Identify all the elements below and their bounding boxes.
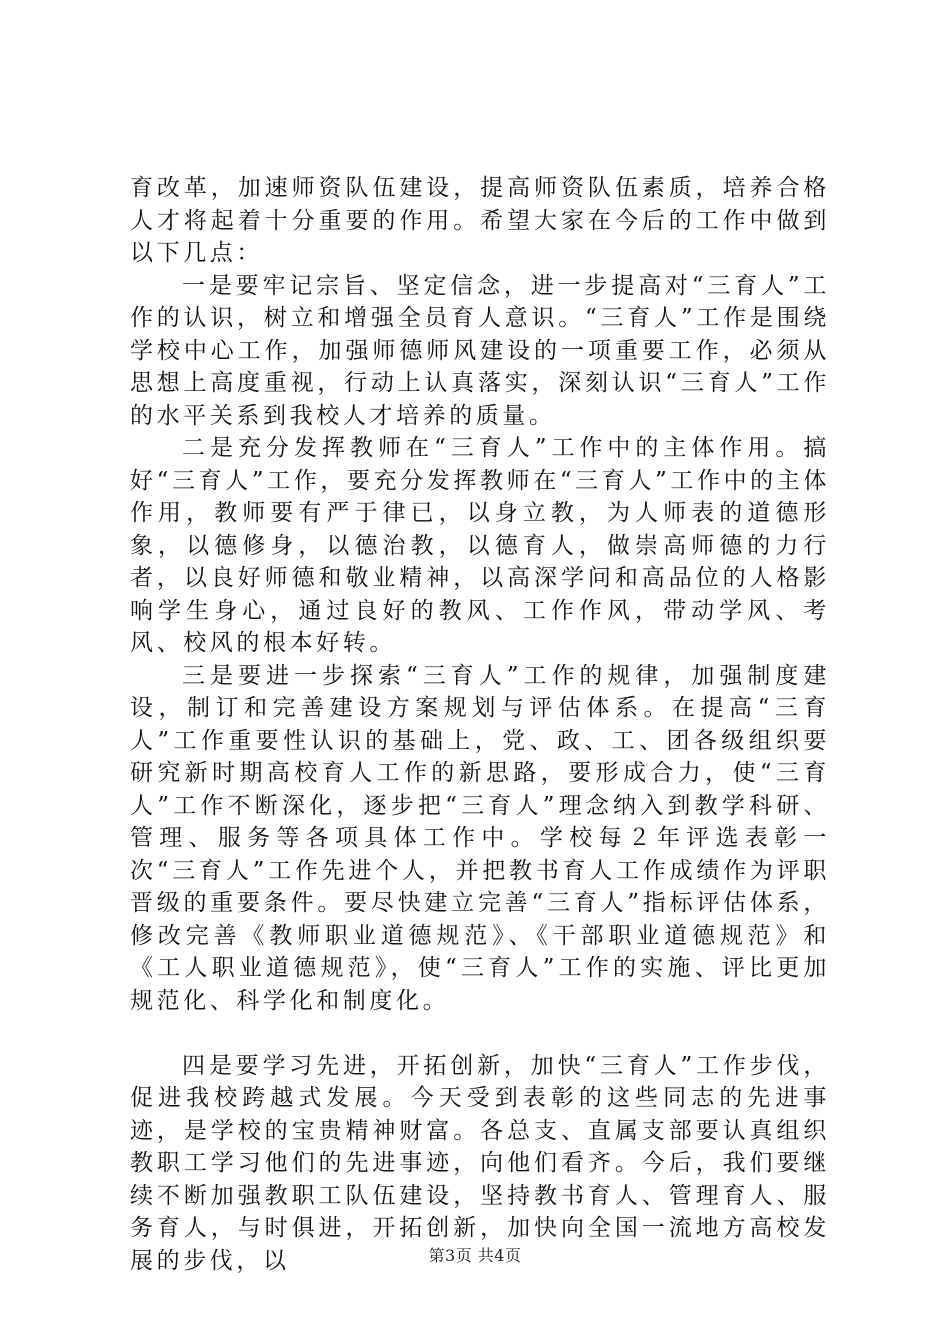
paragraph-point-two: 二是充分发挥教师在“三育人”工作中的主体作用。搞好“三育人”工作，要充分发挥教师在“三育人”工作中的主体作用，教师要有严于律已，以身立教，为人师表的道德形象，以德修身，以德治教，以德育人，做崇高师德的力行者，以良好师德和敬业精神，以高深学问和高品位的人格影响学生身心，通过良好的教风、工作作风，带动学风、考风、校风的根本好转。 [130,435,830,656]
paragraph-point-one: 一是要牢记宗旨、坚定信念，进一步提高对“三育人”工作的认识，树立和增强全员育人意识。“三育人”工作是围绕学校中心工作，加强师德师风建设的一项重要工作，必须从思想上高度重视，行动上认真落实，深刻认识“三育人”工作的水平关系到我校人才培养的质量。 [130,272,830,429]
page-footer: 第3页 共4页 [428,1246,522,1265]
paragraph-point-four: 四是要学习先进，开拓创新，加快“三育人”工作步伐，促进我校跨越式发展。今天受到表彰的这些同志的先进事迹，是学校的宝贵精神财富。各总支、直属支部要认真组织教职工学习他们的先进事迹，向他们看齐。今后，我们要继续不断加强教职工队伍建设，坚持教书育人、管理育人、服务育人，与时俱进，开拓创新，加快向全国一流地方高校发展的步伐，以 [130,1052,830,1274]
paragraph-point-three: 三是要进一步探索“三育人”工作的规律，加强制度建设，制订和完善建设方案规划与评估体系。在提高“三育人”工作重要性认识的基础上，党、政、工、团各级组织要研究新时期高校育人工作的新思路，要形成合力，使“三育人”工作不断深化，逐步把“三育人”理念纳入到教学科研、管理、服务等各项具体工作中。学校每２年评选表彰一次“三育人”工作先进个人，并把教书育人工作成绩作为评职晋级的重要条件。要尽快建立完善“三育人”指标评估体系，修改完善《教师职业道德规范》、《干部职业道德规范》和《工人职业道德规范》，使“三育人”工作的实施、评比更加规范化、科学化和制度化。 [130,662,830,1014]
paragraph-intro-continuation: 育改革，加速师资队伍建设，提高师资队伍素质，培养合格人才将起着十分重要的作用。希望大家在今后的工作中做到以下几点： [130,175,830,266]
document-body [130,172,830,1277]
